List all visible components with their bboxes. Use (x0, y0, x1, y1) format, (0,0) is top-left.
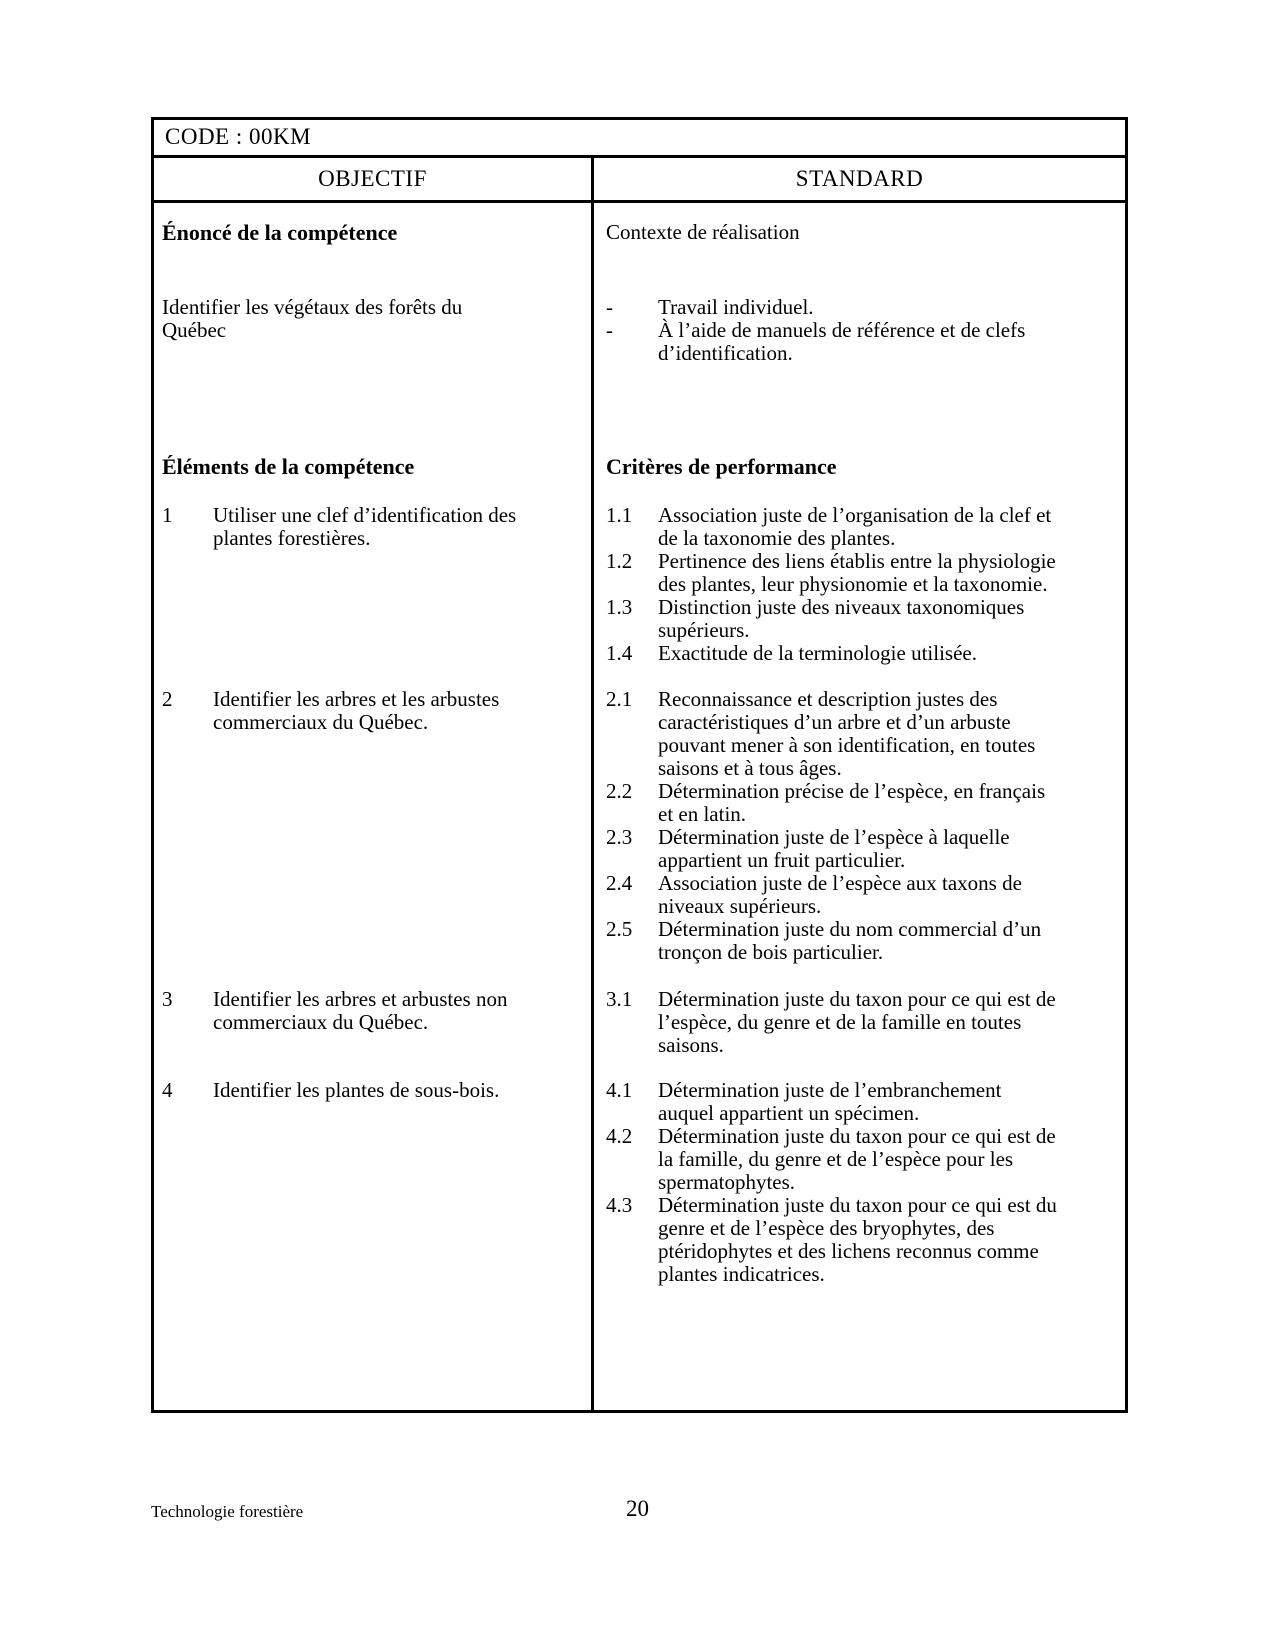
critere-text: appartient un fruit particulier. (658, 848, 906, 872)
critere-text: et en latin. (658, 802, 747, 826)
bullet-dash: - (606, 318, 613, 342)
critere-number: 4.3 (606, 1193, 633, 1217)
critere-text: Distinction juste des niveaux taxonomiques (658, 595, 1025, 619)
code-label: CODE : 00KM (154, 120, 1125, 158)
critere-text: saisons. (658, 1033, 724, 1057)
critere-text: spermatophytes. (658, 1170, 796, 1194)
critere-text: pouvant mener à son identification, en toutes (658, 733, 1036, 757)
critere-text: auquel appartient un spécimen. (658, 1101, 920, 1125)
contexte-title: Contexte de réalisation (606, 220, 800, 244)
bullet-dash: - (606, 295, 613, 319)
critere-number: 1.4 (606, 641, 633, 665)
element-text: Identifier les arbres et arbustes non (213, 987, 508, 1011)
critere-text: plantes indicatrices. (658, 1262, 825, 1286)
element-text: commerciaux du Québec. (213, 710, 429, 734)
critere-text: Exactitude de la terminologie utilisée. (658, 641, 977, 665)
critere-text: caractéristiques d’un arbre et d’un arbuste (658, 710, 1011, 734)
element-text: Utiliser une clef d’identification des (213, 503, 517, 527)
critere-text: supérieurs. (658, 618, 750, 642)
critere-number: 2.1 (606, 687, 633, 711)
critere-text: l’espèce, du genre et de la famille en toutes (658, 1010, 1022, 1034)
footer-program-name: Technologie forestière (151, 1502, 304, 1521)
contexte-bullet-text: d’identification. (658, 341, 793, 365)
header-objectif: OBJECTIF (154, 158, 591, 203)
critere-text: Détermination juste du nom commercial d’un (658, 917, 1042, 941)
critere-number: 2.4 (606, 871, 633, 895)
element-number: 4 (162, 1078, 173, 1102)
element-number: 1 (162, 503, 173, 527)
critere-number: 1.2 (606, 549, 633, 573)
element-number: 2 (162, 687, 173, 711)
critere-text: genre et de l’espèce des bryophytes, des (658, 1216, 995, 1240)
enonce-text-line2: Québec (162, 318, 227, 342)
elements-title: Éléments de la compétence (162, 454, 415, 479)
contexte-bullet-text: À l’aide de manuels de référence et de clefs (658, 318, 1026, 342)
critere-number: 2.5 (606, 917, 633, 941)
enonce-title: Énoncé de la compétence (162, 220, 398, 245)
critere-number: 1.1 (606, 503, 633, 527)
critere-text: niveaux supérieurs. (658, 894, 822, 918)
critere-text: Détermination juste du taxon pour ce qui est de (658, 1124, 1056, 1148)
critere-text: Détermination juste de l’espèce à laquelle (658, 825, 1010, 849)
critere-text: Association juste de l’organisation de la clef et (658, 503, 1052, 527)
element-text: commerciaux du Québec. (213, 1010, 429, 1034)
critere-number: 1.3 (606, 595, 633, 619)
critere-text: Détermination juste du taxon pour ce qui est du (658, 1193, 1057, 1217)
enonce-text-line1: Identifier les végétaux des forêts du (162, 295, 463, 319)
critere-text: Reconnaissance et description justes des (658, 687, 998, 711)
critere-text: Pertinence des liens établis entre la physiologie (658, 549, 1056, 573)
critere-number: 4.1 (606, 1078, 633, 1102)
column-divider (591, 158, 594, 1410)
critere-text: Détermination précise de l’espèce, en français (658, 779, 1046, 803)
critere-text: Détermination juste de l’embranchement (658, 1078, 1002, 1102)
element-text: Identifier les arbres et les arbustes (213, 687, 500, 711)
element-text: Identifier les plantes de sous-bois. (213, 1078, 500, 1102)
critere-text: saisons et à tous âges. (658, 756, 842, 780)
critere-number: 2.3 (606, 825, 633, 849)
contexte-bullet-text: Travail individuel. (658, 295, 814, 319)
critere-text: Association juste de l’espèce aux taxons de (658, 871, 1022, 895)
critere-text: Détermination juste du taxon pour ce qui est de (658, 987, 1056, 1011)
critere-text: tronçon de bois particulier. (658, 940, 884, 964)
critere-text: de la taxonomie des plantes. (658, 526, 896, 550)
critere-text: ptéridophytes et des lichens reconnus comme (658, 1239, 1039, 1263)
critere-text: des plantes, leur physionomie et la taxonomie. (658, 572, 1048, 596)
element-number: 3 (162, 987, 173, 1011)
critere-number: 3.1 (606, 987, 633, 1011)
critere-number: 4.2 (606, 1124, 633, 1148)
page-number: 20 (626, 1496, 649, 1521)
header-standard: STANDARD (594, 158, 1125, 203)
critere-text: la famille, du genre et de l’espèce pour les (658, 1147, 1014, 1171)
criteres-title: Critères de performance (606, 454, 837, 479)
critere-number: 2.2 (606, 779, 633, 803)
element-text: plantes forestières. (213, 526, 371, 550)
